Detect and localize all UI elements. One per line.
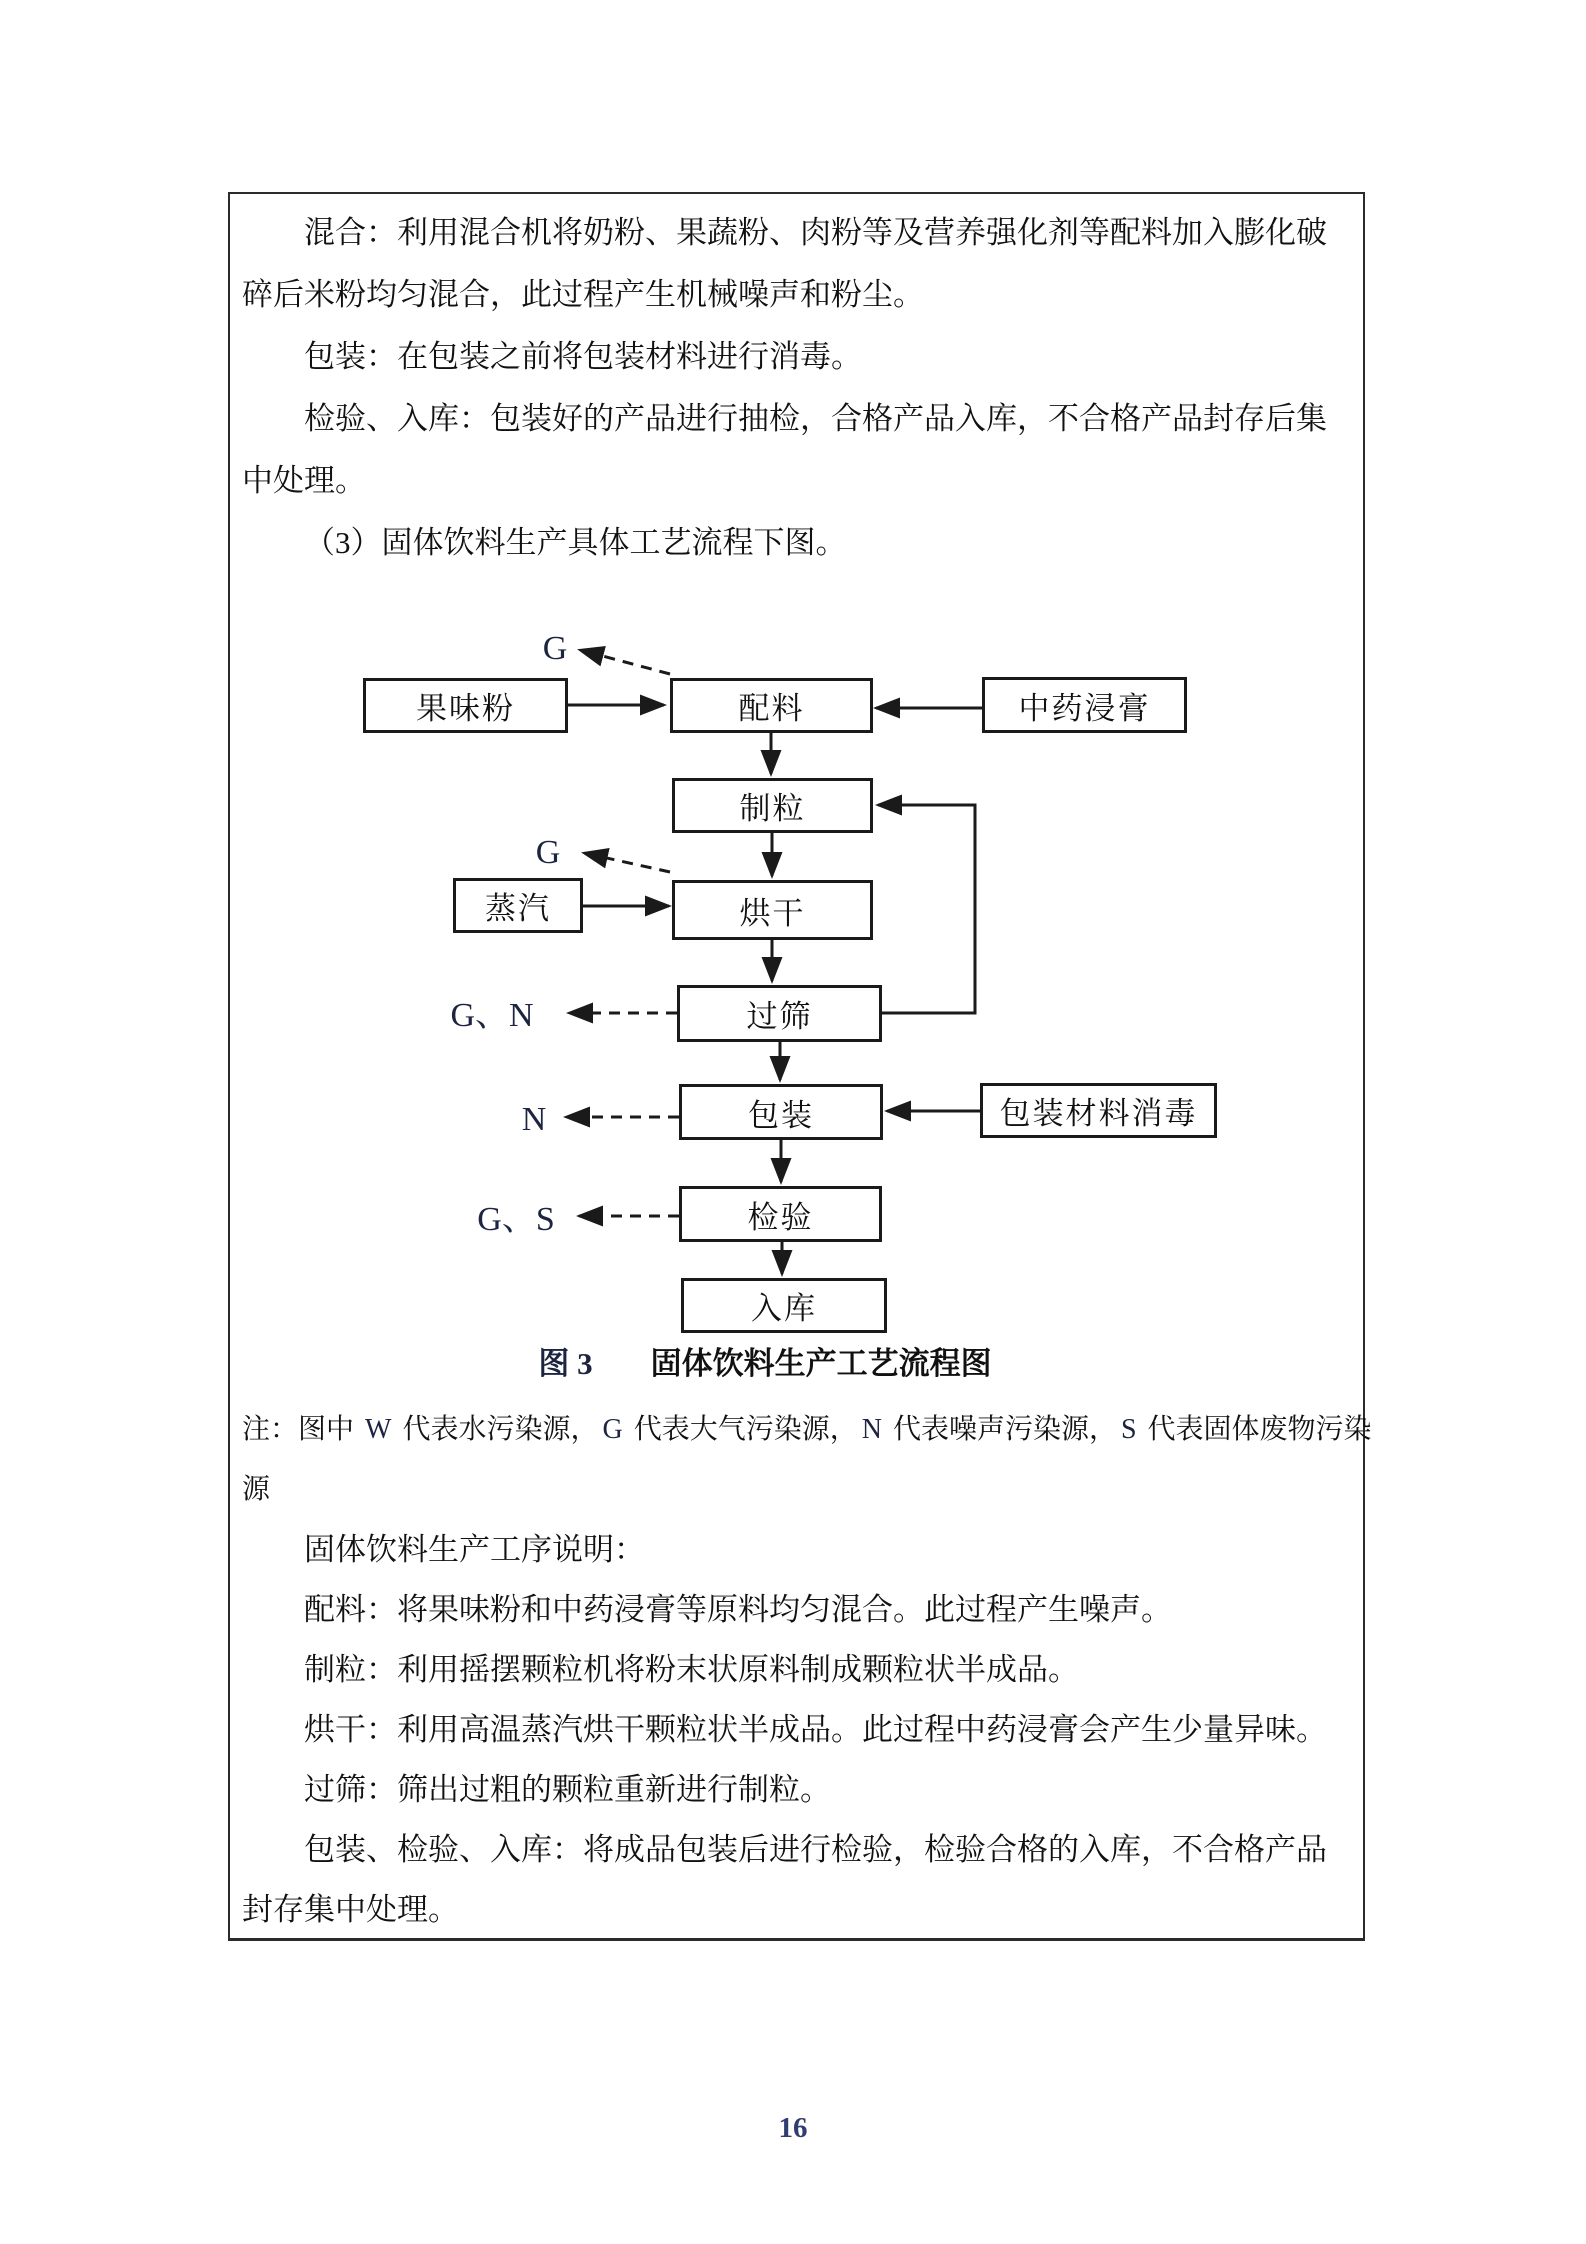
noise-label: N [521,1101,547,1138]
process-flowchart [230,612,1367,1402]
dashed-emission-arrows [566,650,679,1216]
note-text: 代表固体废物污染 [1140,1414,1372,1445]
note-text: 代表水污染源， [395,1414,599,1445]
desc-line: 封存集中处理。 [242,1892,459,1927]
desc-line: 烘干：利用高温蒸汽烘干颗粒状半成品。此过程中药浸膏会产生少量异味。 [304,1712,1327,1747]
letter-g: G [602,1414,623,1445]
page-number: 16 [778,2112,808,2144]
flow-box-inspection: 检验 [679,1186,882,1242]
gas-label-drying: G [535,834,561,871]
flow-box-ingredients: 配料 [670,678,873,733]
letter-w: W [365,1414,392,1445]
figure-caption [230,1338,1300,1383]
flow-box-warehousing: 入库 [681,1278,887,1333]
gas-noise-label: G、N [450,997,534,1034]
figure-number: 图 3 [538,1346,593,1381]
note-line [242,1400,1372,1460]
flow-box-granulation: 制粒 [672,778,873,833]
paragraph-line: 混合：利用混合机将奶粉、果蔬粉、肉粉等及营养强化剂等配料加入膨化破 [304,215,1327,250]
letter-n: N [861,1414,882,1445]
flow-box-sieving: 过筛 [677,985,882,1042]
paragraph-line: （3）固体饮料生产具体工艺流程下图。 [304,525,847,560]
note-line: 源 [242,1474,271,1505]
bottom-paragraphs [242,1400,1372,1940]
gas-label-top: G [542,630,568,667]
document-border-box [228,192,1372,1941]
desc-heading: 固体饮料生产工序说明： [304,1532,645,1567]
desc-line: 制粒：利用摇摆颗粒机将粉末状原料制成颗粒状半成品。 [304,1652,1079,1687]
desc-line: 过筛：筛出过粗的颗粒重新进行制粒。 [304,1772,831,1807]
flow-box-herbal-extract: 中药浸膏 [982,677,1187,733]
paragraph-line: 碎后米粉均匀混合，此过程产生机械噪声和粉尘。 [242,277,924,312]
desc-line: 配料：将果味粉和中药浸膏等原料均匀混合。此过程产生噪声。 [304,1592,1172,1627]
gas-solid-label: G、S [477,1201,555,1238]
flow-box-drying: 烘干 [672,880,873,940]
desc-line: 包装、检验、入库：将成品包装后进行检验，检验合格的入库，不合格产品 [304,1832,1327,1867]
top-paragraphs [242,202,1360,574]
letter-s: S [1120,1414,1137,1445]
note-text: 代表大气污染源， [626,1414,858,1445]
paragraph-line: 检验、入库：包装好的产品进行抽检，合格产品入库，不合格产品封存后集 [304,401,1327,436]
note-text: 代表噪声污染源， [885,1414,1117,1445]
paragraph-line: 中处理。 [242,463,366,498]
paragraph-line: 包装：在包装之前将包装材料进行消毒。 [304,339,862,374]
flow-box-fruit-powder: 果味粉 [363,678,568,733]
flow-box-packaging: 包装 [679,1084,883,1140]
flow-box-steam: 蒸汽 [453,878,583,933]
flow-box-packaging-disinfection: 包装材料消毒 [980,1083,1217,1138]
note-text: 注：图中 [242,1414,362,1445]
figure-title: 固体饮料生产工艺流程图 [650,1346,992,1381]
